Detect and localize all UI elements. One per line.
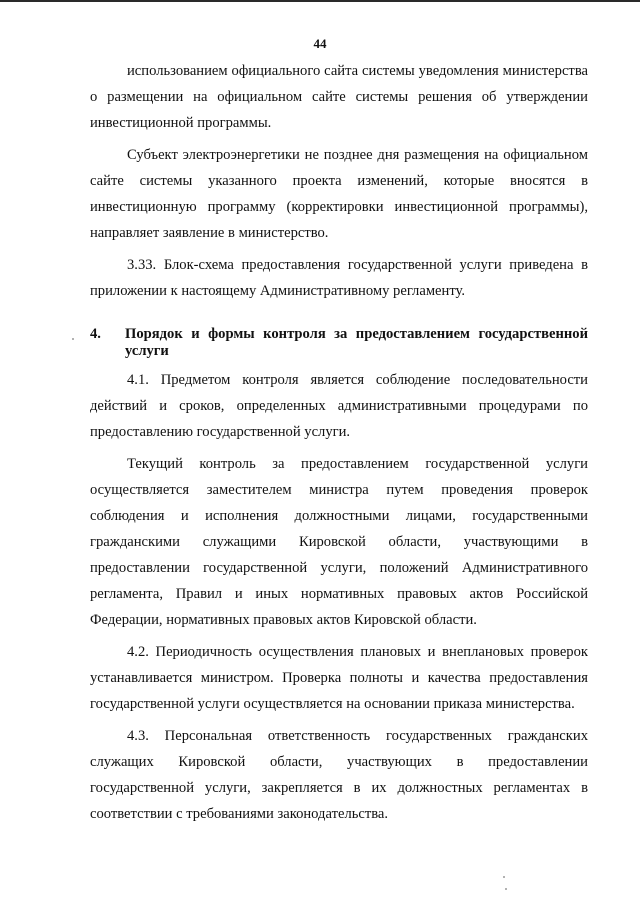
paragraph-4-2: 4.2. Периодичность осуществления плановых и внеплановых проверок устанавливается министром. Проверка полноты и качества предоставления государственной услуги осуществляется на основании приказа министерства.	[90, 644, 588, 712]
page-number: 44	[313, 36, 327, 51]
paragraph-subject-application: Субъект электроэнергетики не позднее дня размещения на официальном сайте системы указанного проекта изменений, которые вносятся в инвестиционную программу (корректировки инвестиционной программы), направляет заявление в министерство.	[90, 147, 588, 241]
paragraph-3-33: 3.33. Блок-схема предоставления государственной услуги приведена в приложении к настоящему Административному регламенту.	[90, 257, 588, 299]
document-body	[90, 58, 588, 833]
paragraph-continuation: использованием официального сайта системы уведомления министерства о размещении на официальном сайте системы решения об утверждении инвестиционной программы.	[90, 63, 588, 131]
scan-speck	[505, 888, 507, 890]
section-4-heading	[90, 326, 588, 360]
section-4-title: Порядок и формы контроля за предоставлением государственной услуги	[125, 326, 588, 359]
scan-speck	[72, 338, 74, 340]
paragraph-current-control: Текущий контроль за предоставлением государственной услуги осуществляется заместителем министра путем проведения проверок соблюдения и исполнения должностными лицами, государственными гражданскими служащими Кировской области, участвующими в предоставлении государственной услуги, положений Административного регламента, Правил и иных нормативных правовых актов Российской Федерации, нормативных правовых актов Кировской области.	[90, 456, 588, 628]
scan-top-edge	[0, 0, 640, 2]
paragraph-4-1: 4.1. Предметом контроля является соблюдение последовательности действий и сроков, определенных административными процедурами по предоставлению государственной услуги.	[90, 372, 588, 440]
scan-speck	[503, 876, 505, 878]
section-4-number: 4.	[90, 326, 101, 342]
paragraph-4-3: 4.3. Персональная ответственность государственных гражданских служащих Кировской области, участвующих в предоставлении государственной услуги, закрепляется в их должностных регламентах в соответствии с требованиями законодательства.	[90, 728, 588, 822]
